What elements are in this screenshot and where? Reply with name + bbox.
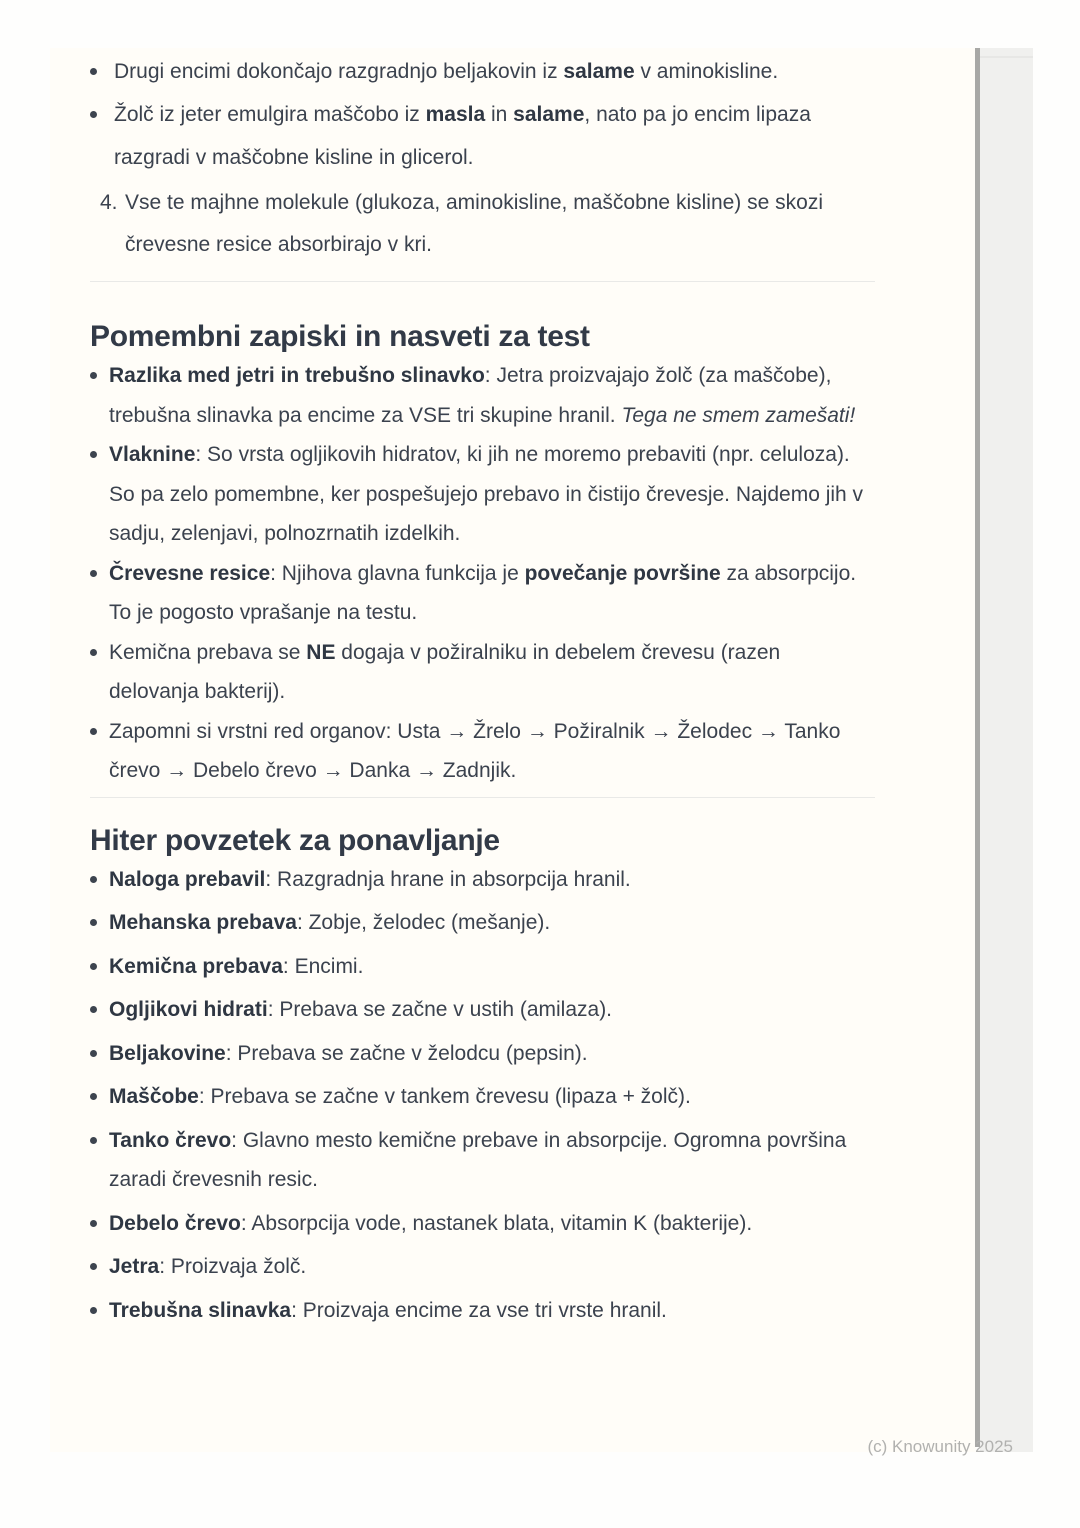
bullet-text bbox=[109, 712, 875, 791]
bullet-item bbox=[90, 712, 875, 791]
bullet-item bbox=[90, 356, 875, 435]
bullet-icon bbox=[90, 1263, 97, 1270]
bullet-text bbox=[109, 860, 875, 900]
bullet-item bbox=[90, 93, 875, 179]
bullet-icon bbox=[90, 68, 97, 75]
bold-text: Trebušna slinavka bbox=[109, 1298, 292, 1322]
section-heading-hiter-povzetek: Hiter povzetek za ponavljanje bbox=[90, 823, 500, 857]
bullet-text bbox=[109, 1204, 875, 1244]
bullet-item bbox=[90, 1121, 875, 1200]
bullet-icon bbox=[90, 372, 97, 379]
bullet-item bbox=[90, 947, 875, 987]
bold-text: Črevesne resice bbox=[109, 561, 271, 585]
bullet-item bbox=[90, 435, 875, 554]
section-heading-pomembni-zapiski: Pomembni zapiski in nasveti za test bbox=[90, 320, 590, 353]
bullet-text bbox=[114, 50, 875, 93]
scrollbar-thumb[interactable] bbox=[975, 48, 980, 1447]
bold-text: Naloga prebavil bbox=[109, 867, 266, 891]
intro-bullet-list bbox=[90, 50, 875, 179]
bullet-text bbox=[109, 990, 875, 1030]
bullet-text bbox=[109, 1077, 875, 1117]
bullet-item bbox=[90, 1291, 875, 1331]
bullet-icon bbox=[90, 728, 97, 735]
bullet-item bbox=[90, 1077, 875, 1117]
next-page-edge bbox=[980, 48, 1033, 1452]
bullet-icon bbox=[90, 919, 97, 926]
bullet-icon bbox=[90, 1050, 97, 1057]
bullet-item bbox=[90, 50, 875, 93]
bold-text: Jetra bbox=[109, 1255, 160, 1278]
bold-text: NE bbox=[306, 640, 336, 664]
summary-bullet-list bbox=[90, 860, 875, 1331]
bold-text: masla bbox=[425, 103, 486, 126]
bullet-text bbox=[109, 1034, 875, 1074]
text-run: , nato pa jo encim lipaza razgradi v maščobne kisline in glicerol. bbox=[114, 103, 811, 169]
bullet-text bbox=[109, 1247, 875, 1287]
bold-text: Ogljikovi hidrati bbox=[109, 998, 268, 1021]
bold-text: Kemična prebava bbox=[109, 954, 283, 978]
bullet-item bbox=[90, 1034, 875, 1074]
bullet-icon bbox=[90, 649, 97, 656]
section-divider bbox=[90, 797, 875, 798]
section-divider bbox=[90, 281, 875, 282]
bold-text: Razlika med jetri in trebušno slinavko bbox=[109, 364, 485, 387]
bullet-text bbox=[109, 947, 875, 987]
copyright-watermark: (c) Knowunity 2025 bbox=[867, 1437, 1013, 1456]
bullet-text bbox=[109, 633, 875, 712]
bold-text: salame bbox=[513, 103, 585, 126]
bullet-text bbox=[109, 356, 875, 435]
bullet-text bbox=[114, 93, 875, 179]
text-run: : Absorpcija vode, nastanek blata, vitamin K (bakterije). bbox=[240, 1211, 753, 1235]
bullet-icon bbox=[90, 111, 97, 118]
bullet-item bbox=[90, 554, 875, 633]
bullet-text bbox=[109, 435, 875, 554]
text-run: : Prebava se začne v želodcu (pepsin). bbox=[225, 1041, 588, 1065]
numbered-item-text bbox=[125, 182, 875, 266]
text-run: in bbox=[485, 103, 514, 126]
text-run: : Proizvaja encime za vse tri vrste hranil. bbox=[291, 1298, 667, 1322]
bullet-item bbox=[90, 1247, 875, 1287]
bullet-item bbox=[90, 1204, 875, 1244]
italic-text: Tega ne smem zamešati! bbox=[621, 403, 856, 427]
text-run: : Razgradnja hrane in absorpcija hranil. bbox=[265, 867, 631, 891]
bullet-icon bbox=[90, 1137, 97, 1144]
text-run: : Zobje, želodec (mešanje). bbox=[296, 911, 551, 934]
text-run: Vse te majhne molekule (glukoza, aminokisline, maščobne kisline) se skozi črevesne resice absorbirajo v kri. bbox=[125, 191, 823, 256]
bullet-item bbox=[90, 903, 875, 943]
bold-text: Debelo črevo bbox=[109, 1211, 241, 1235]
bullet-icon bbox=[90, 963, 97, 970]
text-run: v aminokisline. bbox=[634, 60, 779, 83]
text-run: : Proizvaja žolč. bbox=[159, 1255, 307, 1278]
text-run: : Jetra proizvajajo žolč (za maščobe), trebušna slinavka pa encime za VSE tri skupine hranil. bbox=[109, 364, 832, 427]
bullet-text bbox=[109, 1291, 875, 1331]
bullet-text bbox=[109, 1121, 875, 1200]
bold-text: povečanje površine bbox=[524, 561, 721, 585]
bold-text: Tanko črevo bbox=[109, 1128, 232, 1152]
bullet-icon bbox=[90, 570, 97, 577]
text-run: za absorpcijo. To je pogosto vprašanje na testu. bbox=[109, 561, 857, 624]
bullet-icon bbox=[90, 876, 97, 883]
text-run: Zapomni si vrstni red organov: Usta → Žrelo → Požiralnik → Želodec → Tanko črevo → Debelo črevo → Danka → Zadnjik. bbox=[109, 719, 841, 782]
bullet-item bbox=[90, 990, 875, 1030]
bullet-icon bbox=[90, 1093, 97, 1100]
text-run: Kemična prebava se bbox=[109, 640, 307, 664]
text-run: : Glavno mesto kemične prebave in absorpcije. Ogromna površina zaradi črevesnih resic. bbox=[109, 1128, 847, 1191]
bullet-icon bbox=[90, 1307, 97, 1314]
bullet-text bbox=[109, 554, 875, 633]
bold-text: Maščobe bbox=[109, 1085, 199, 1108]
numbered-list-item bbox=[90, 182, 875, 266]
bullet-icon bbox=[90, 1220, 97, 1227]
bold-text: Beljakovine bbox=[109, 1041, 226, 1065]
bullet-text bbox=[109, 903, 875, 943]
bullet-item bbox=[90, 860, 875, 900]
notes-bullet-list bbox=[90, 356, 875, 791]
text-run: : Encimi. bbox=[282, 954, 364, 978]
text-run: : So vrsta ogljikovih hidratov, ki jih ne moremo prebaviti (npr. celuloza). So pa zelo pomembne, ker pospešujejo prebavo in čistijo črevesje. Najdemo jih v sadju, zelenjavi, polnozrnatih izdelkih. bbox=[109, 443, 864, 545]
bullet-icon bbox=[90, 451, 97, 458]
bullet-item bbox=[90, 633, 875, 712]
list-number: 4. bbox=[100, 191, 118, 214]
text-run: Drugi encimi dokončajo razgradnjo beljakovin iz bbox=[114, 60, 564, 83]
bold-text: salame bbox=[563, 60, 635, 83]
text-run: : Njihova glavna funkcija je bbox=[270, 561, 525, 585]
text-run: : Prebava se začne v tankem črevesu (lipaza + žolč). bbox=[198, 1085, 691, 1108]
document-page bbox=[50, 48, 976, 1452]
text-run: Žolč iz jeter emulgira maščobo iz bbox=[114, 103, 426, 126]
text-run: : Prebava se začne v ustih (amilaza). bbox=[267, 998, 613, 1021]
bold-text: Vlaknine bbox=[109, 443, 196, 466]
bullet-icon bbox=[90, 1006, 97, 1013]
text-run: dogaja v požiralniku in debelem črevesu (razen delovanja bakterij). bbox=[109, 640, 781, 703]
bold-text: Mehanska prebava bbox=[109, 911, 297, 934]
